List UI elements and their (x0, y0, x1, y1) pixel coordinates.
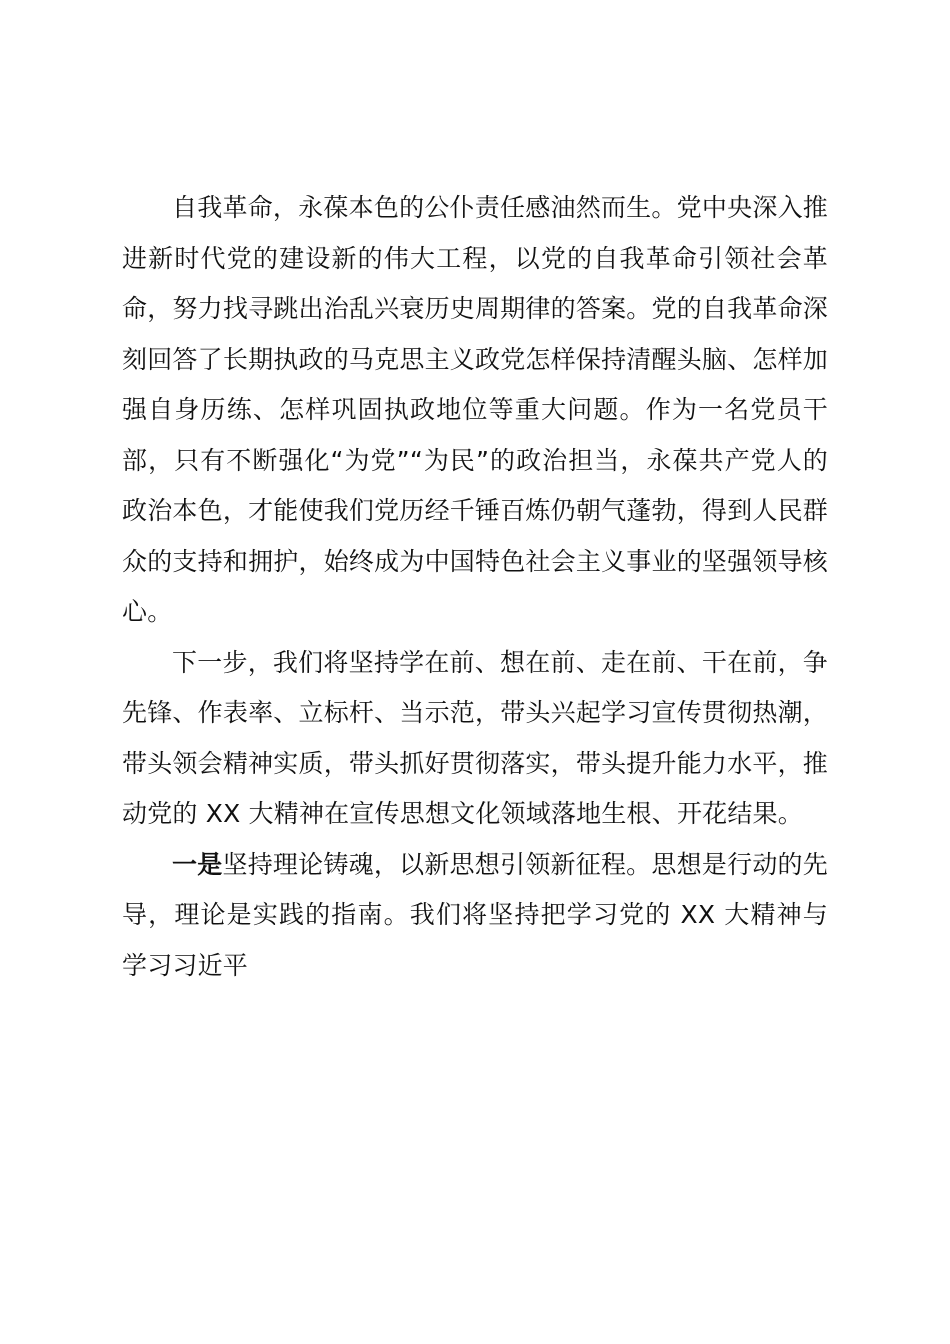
paragraph-text: 自我革命，永葆本色的公仆责任感油然而生。党中央深入推进新时代党的建设新的伟大工程，以党的自我革命引领社会革命，努力找寻跳出治乱兴衰历史周期律的答案。党的自我革命深刻回答了长期执政的马克思主义政党怎样保持清醒头脑、怎样加强自身历练、怎样巩固执政地位等重大问题。作为一名党员干部，只有不断强化“为党”“为民”的政治担当，永葆共产党人的政治本色，才能使我们党历经千锤百炼仍朝气蓬勃，得到人民群众的支持和拥护，始终成为中国特色社会主义事业的坚强领导核心。 (122, 193, 828, 626)
paragraph-self-revolution (122, 183, 828, 638)
paragraph-point-one (122, 840, 828, 992)
paragraph-text: 坚持理论铸魂，以新思想引领新征程。思想是行动的先导，理论是实践的指南。我们将坚持把学习党的 XX 大精神与学习习近平 (122, 849, 828, 980)
paragraph-text: 下一步，我们将坚持学在前、想在前、走在前、干在前，争先锋、作表率、立标杆、当示范，带头兴起学习宣传贯彻热潮，带头领会精神实质，带头抓好贯彻落实，带头提升能力水平，推动党的 XX 大精神在宣传思想文化领域落地生根、开花结果。 (122, 647, 828, 828)
paragraph-lead: 一是 (172, 849, 223, 879)
paragraph-next-steps (122, 638, 828, 840)
document-body (122, 183, 828, 991)
